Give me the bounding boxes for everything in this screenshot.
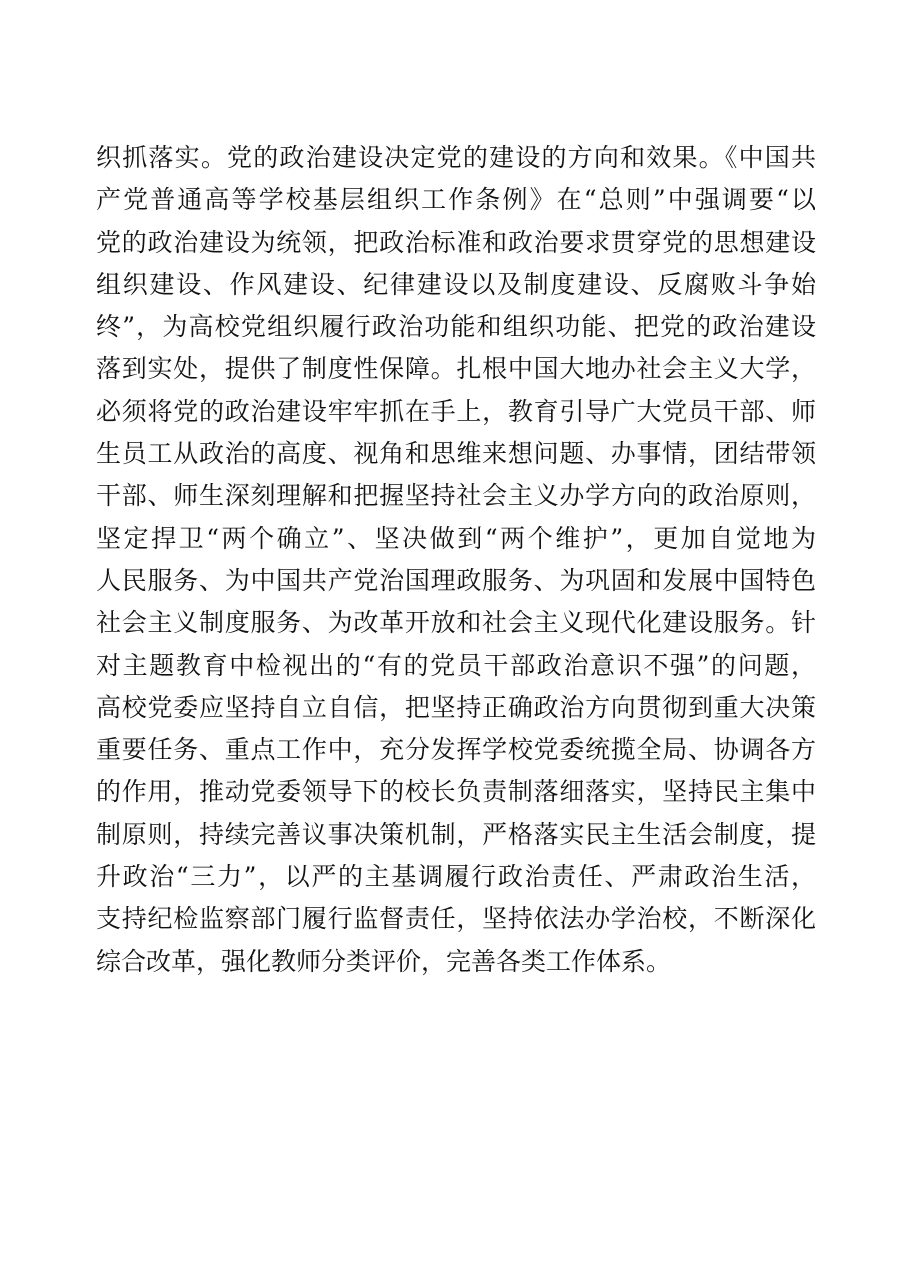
body-paragraph	[96, 137, 816, 983]
text-line: 支持纪检监察部门履行监督责任，坚持依法办学治校，不断深化	[96, 904, 816, 934]
text-line: 干部、师生深刻理解和把握坚持社会主义办学方向的政治原则，	[96, 481, 816, 511]
text-line: 重要任务、重点工作中，充分发挥学校党委统揽全局、协调各方	[96, 735, 816, 765]
text-line: 组织建设、作风建设、纪律建设以及制度建设、反腐败斗争始	[96, 269, 816, 299]
text-line: 终”，为高校党组织履行政治功能和组织功能、把党的政治建设	[96, 312, 816, 342]
text-line: 坚定捍卫“两个确立”、坚决做到“两个维护”，更加自觉地为	[96, 523, 816, 553]
text-line: 产党普通高等学校基层组织工作条例》在“总则”中强调要“以	[96, 185, 816, 215]
text-line: 高校党委应坚持自立自信，把坚持正确政治方向贯彻到重大决策	[96, 692, 816, 722]
text-line: 制原则，持续完善议事决策机制，严格落实民主生活会制度，提	[96, 819, 816, 849]
text-line: 综合改革，强化教师分类评价，完善各类工作体系。	[96, 946, 672, 976]
text-line: 织抓落实。党的政治建设决定党的建设的方向和效果。《中国共	[96, 143, 816, 172]
text-line: 必须将党的政治建设牢牢抓在手上，教育引导广大党员干部、师	[96, 396, 816, 426]
text-line: 升政治“三力”，以严的主基调履行政治责任、严肃政治生活，	[96, 862, 816, 892]
text-line: 生员工从政治的高度、视角和思维来想问题、办事情，团结带领	[96, 439, 816, 469]
text-line: 对主题教育中检视出的“有的党员干部政治意识不强”的问题，	[96, 650, 816, 680]
text-line: 人民服务、为中国共产党治国理政服务、为巩固和发展中国特色	[96, 565, 816, 595]
text-line: 社会主义制度服务、为改革开放和社会主义现代化建设服务。针	[96, 608, 816, 638]
text-line: 的作用，推动党委领导下的校长负责制落细落实，坚持民主集中	[96, 777, 816, 807]
text-line: 党的政治建设为统领，把政治标准和政治要求贯穿党的思想建设	[96, 227, 816, 257]
text-line: 落到实处，提供了制度性保障。扎根中国大地办社会主义大学，	[96, 354, 816, 384]
